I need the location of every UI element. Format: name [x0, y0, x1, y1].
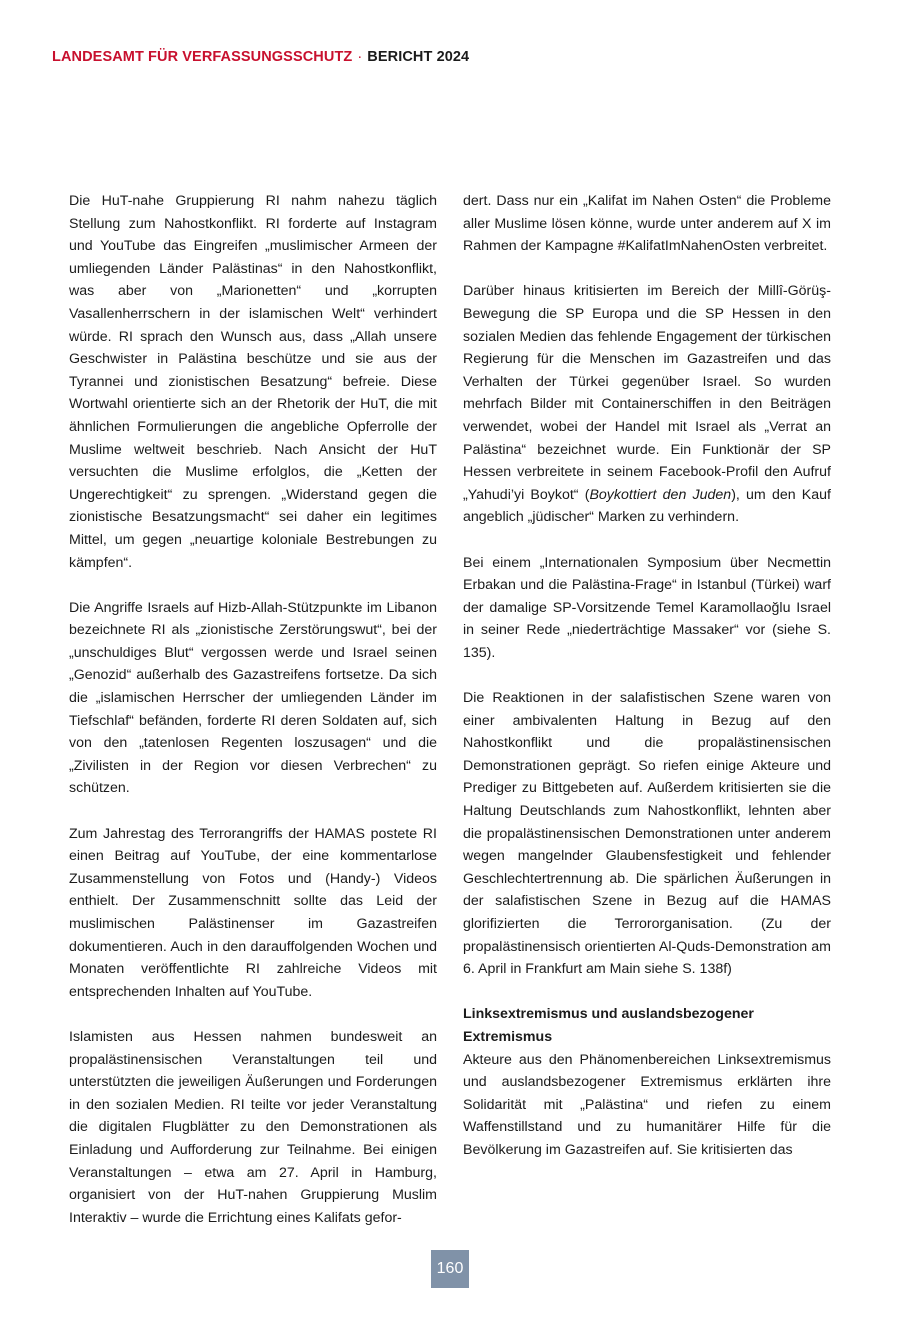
paragraph: Islamisten aus Hessen nahmen bundesweit an propalästinensischen Veranstaltungen teil und unterstützten die jeweiligen Äußerungen und Forderungen in den sozialen Medien. RI teilte vor jeder Veranstaltung die digitalen Flugblätter zu den Demonstrationen als Einladung und Aufforderung zur Teilnahme. Bei einigen Veranstaltungen – etwa am 27. April in Hamburg, organisiert von der HuT-nahen Gruppierung Muslim Interaktiv – wurde die Errichtung eines Kalifats gefor- — [69, 1028, 437, 1226]
paragraph — [463, 280, 831, 529]
header-organization: LANDESAMT FÜR VERFASSUNGSSCHUTZ — [52, 49, 353, 65]
paragraph: Akteure aus den Phänomenbereichen Linksextremismus und auslandsbezogener Extremismus erklärten ihre Solidarität mit „Palästina“ und riefen zu einem Waffenstillstand und zu humanitärer Hilfe für die Bevölkerung im Gazastreifen auf. Sie kritisierten das — [463, 1051, 831, 1158]
italic-translation: Boykottiert den Juden — [589, 486, 732, 503]
paragraph: Die HuT-nahe Gruppierung RI nahm nahezu täglich Stellung zum Nahostkonflikt. RI forderte auf Instagram und YouTube das Eingreifen „muslimischer Armeen der umliegenden Länder Palästinas“ in den Nahostkonflikt, was aber von „Marionetten“ und „korrupten Vasallenherrschern in der islamischen Welt“ verhindert würde. RI sprach den Wunsch aus, dass „Allah unsere Geschwister in Palästina beschütze und sie aus der Tyrannei und zionistischen Besatzung“ befreie. Diese Wortwahl orientierte sich an der Rhetorik der HuT, die mit ähnlichen Formulierungen die angebliche Opferrolle der Muslime weltweit beschrieb. Nach Ansicht der HuT versuchten die Muslime erfolglos, die „Ketten der Ungerechtigkeit“ zu sprengen. „Widerstand gegen die zionistische Besatzungsmacht“ sei daher ein legitimes Mittel, um gegen „neuartige koloniale Bestrebungen zu kämpfen“. — [69, 193, 437, 571]
right-column — [463, 190, 831, 1184]
paragraph: Bei einem „Internationalen Symposium über Necmettin Erbakan und die Palästina-Frage“ in Istanbul (Türkei) warf der damalige SP-Vorsitzende Temel Karamollaoğlu Israel in seiner Rede „niederträchtige Massaker“ vor (siehe S. 135). — [463, 554, 831, 661]
paragraph: dert. Dass nur ein „Kalifat im Nahen Osten“ die Probleme aller Muslime lösen könne, wurde unter anderem auf X im Rahmen der Kampagne #KalifatImNahenOsten verbreitet. — [463, 193, 831, 255]
paragraph: Die Angriffe Israels auf Hizb-Allah-Stützpunkte im Libanon bezeichnete RI als „zionistische Zerstörungswut“, bei der „unschuldiges Blut“ vergossen werde und Israel seinen „Genozid“ außerhalb des Gazastreifens fortsetze. Da sich die „islamischen Herrscher der umliegenden Länder im Tiefschlaf“ befänden, forderte RI deren Soldaten auf, sich von den „tatenlosen Regenten loszusagen“ und die „Zivilisten in der Region vor diesen Verbrechen“ zu schützen. — [69, 599, 437, 797]
paragraph: Zum Jahrestag des Terrorangriffs der HAMAS postete RI einen Beitrag auf YouTube, der eine kommentarlose Zusammenstellung von Fotos und (Handy-) Videos enthielt. Der Zusammenschnitt sollte das Leid der muslimischen Palästinenser im Gazastreifen dokumentieren. Auch in den darauffolgenden Wochen und Monaten veröffentlichte RI zahlreiche Videos mit entsprechenden Inhalten auf YouTube. — [69, 825, 437, 1000]
paragraph-text: Darüber hinaus kritisierten im Bereich der Millî-Görüş-Bewegung die SP Europa und die SP Hessen in den sozialen Medien das fehlende Engagement der türkischen Regierung für die Menschen im Gazastreifen und das Verhalten der Türkei gegenüber Israel. So wurden mehrfach Bilder mit Containerschiffen in den Beiträgen verwendet, wobei der Handel mit Israel als „Verrat an Palästina“ bezeichnet wurde. Ein Funktionär der SP Hessen verbreitete in seinem Facebook-Profil den Aufruf „Yahudi’yi Boykot“ ( — [463, 283, 831, 503]
running-header — [52, 49, 469, 65]
page-number: 160 — [431, 1250, 469, 1288]
paragraph: Die Reaktionen in der salafistischen Szene waren von einer ambivalenten Haltung in Bezug auf den Nahostkonflikt und die propalästinensischen Demonstrationen geprägt. So riefen einige Akteure und Prediger zu Bittgebeten auf. Außerdem kritisierten sie die Haltung Deutschlands zum Nahostkonflikt, lehnten aber die propalästinensischen Demonstrationen unter anderem wegen mangelnder Glaubensfestigkeit und fehlender Geschlechtertrennung ab. Die spärlichen Äußerungen in der salafistischen Szene in Bezug auf die HAMAS glorifizierten die Terrororganisation. (Zu der propalästinensisch orientierten Al-Quds-Demonstration am 6. April in Frankfurt am Main siehe S. 138f) — [463, 690, 831, 978]
header-report-title: BERICHT 2024 — [367, 49, 470, 65]
section-heading: Linksextremismus und auslandsbezogener Extremismus — [463, 1006, 754, 1045]
left-column — [69, 190, 437, 1252]
paragraph-text: ), um den Kauf angeblich „jüdischer“ Marken zu verhindern. — [463, 486, 831, 526]
header-separator: · — [357, 49, 363, 65]
